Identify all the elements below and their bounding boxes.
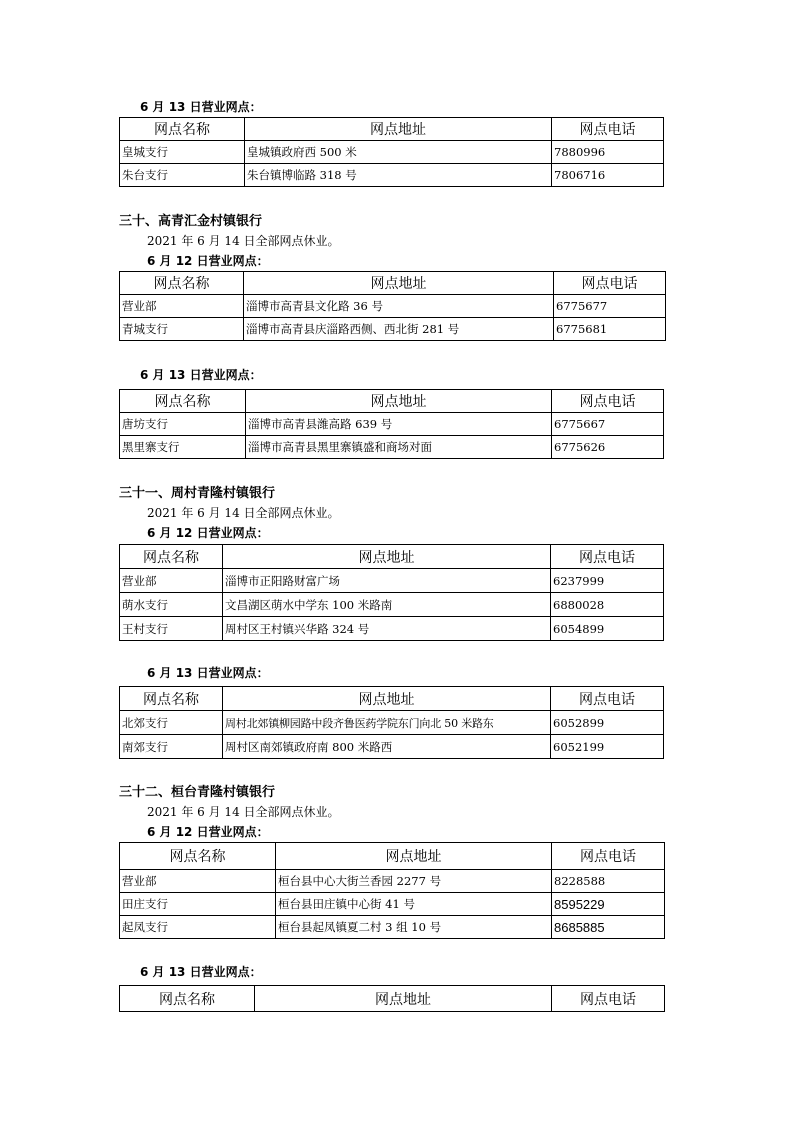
table-row: [120, 735, 664, 759]
header-address: 网点地址: [276, 843, 552, 870]
branch-phone: 6052199: [551, 735, 664, 759]
branch-name: 唐坊支行: [120, 413, 246, 436]
header-name: 网点名称: [120, 272, 244, 295]
header-name: 网点名称: [120, 986, 255, 1012]
branch-phone: 8228588: [552, 870, 665, 893]
branch-phone: 6775626: [552, 436, 664, 459]
header-name: 网点名称: [120, 545, 223, 569]
branch-name: 起凤支行: [120, 916, 276, 939]
header-name: 网点名称: [120, 687, 223, 711]
table-row: [120, 893, 665, 916]
section-title: 三十一、周村青隆村镇银行: [119, 486, 276, 501]
branch-address: 桓台县中心大街兰香园 2277 号: [276, 870, 552, 893]
branch-address: 淄博市高青县文化路 36 号: [244, 295, 554, 318]
branch-address: 文昌湖区萌水中学东 100 米路南: [223, 593, 551, 617]
header-address: 网点地址: [245, 118, 552, 141]
branch-table: [119, 842, 665, 939]
branch-name: 营业部: [120, 870, 276, 893]
branch-phone: 8595229: [552, 893, 665, 916]
header-address: 网点地址: [255, 986, 552, 1012]
branch-phone: 6775667: [552, 413, 664, 436]
branch-phone: 6880028: [551, 593, 664, 617]
branch-table: [119, 985, 665, 1012]
table-row: [120, 318, 666, 341]
table-row: [120, 436, 664, 459]
branch-phone: 7806716: [552, 164, 664, 187]
header-address: 网点地址: [246, 390, 552, 413]
branch-name: 黑里寨支行: [120, 436, 246, 459]
branch-phone: 6054899: [551, 617, 664, 641]
day-label: 6 月 12 日营业网点：: [147, 526, 269, 540]
branch-name: 朱台支行: [120, 164, 245, 187]
table-row: [120, 711, 664, 735]
branch-table: [119, 544, 664, 641]
closure-notice: 2021 年 6 月 14 日全部网点休业。: [147, 234, 340, 248]
header-name: 网点名称: [120, 843, 276, 870]
table-row: [120, 593, 664, 617]
branch-address: 周村区南郊镇政府南 800 米路西: [223, 735, 551, 759]
branch-phone: 7880996: [552, 141, 664, 164]
header-name: 网点名称: [120, 118, 245, 141]
branch-address: 周村北郊镇柳园路中段齐鲁医药学院东门向北 50 米路东: [223, 711, 551, 735]
header-address: 网点地址: [223, 687, 551, 711]
closure-notice: 2021 年 6 月 14 日全部网点休业。: [147, 506, 340, 520]
day-label: 6 月 13 日营业网点：: [147, 666, 269, 680]
branch-table: [119, 686, 664, 759]
branch-name: 王村支行: [120, 617, 223, 641]
header-address: 网点地址: [223, 545, 551, 569]
branch-name: 南郊支行: [120, 735, 223, 759]
branch-table: [119, 271, 666, 341]
branch-phone: 6775677: [554, 295, 666, 318]
section-title: 三十二、桓台青隆村镇银行: [119, 785, 276, 800]
header-phone: 网点电话: [552, 986, 665, 1012]
branch-address: 皇城镇政府西 500 米: [245, 141, 552, 164]
branch-name: 萌水支行: [120, 593, 223, 617]
branch-phone: 6052899: [551, 711, 664, 735]
branch-table: [119, 389, 664, 459]
header-phone: 网点电话: [554, 272, 666, 295]
header-phone: 网点电话: [552, 390, 664, 413]
branch-address: 淄博市高青县潍高路 639 号: [246, 413, 552, 436]
day-label: 6 月 13 日营业网点：: [140, 368, 262, 382]
header-phone: 网点电话: [551, 687, 664, 711]
header-address: 网点地址: [244, 272, 554, 295]
day-label: 6 月 13 日营业网点：: [140, 100, 262, 114]
header-phone: 网点电话: [552, 118, 664, 141]
table-row: [120, 164, 664, 187]
table-row: [120, 916, 665, 939]
header-phone: 网点电话: [551, 545, 664, 569]
header-phone: 网点电话: [552, 843, 665, 870]
day-label: 6 月 12 日营业网点：: [147, 254, 269, 268]
branch-name: 青城支行: [120, 318, 244, 341]
branch-phone: 6237999: [551, 569, 664, 593]
table-row: [120, 870, 665, 893]
table-row: [120, 141, 664, 164]
branch-address: 淄博市高青县庆淄路西侧、西北街 281 号: [244, 318, 554, 341]
branch-table: [119, 117, 664, 187]
section-title: 三十、高青汇金村镇银行: [119, 214, 263, 229]
branch-name: 皇城支行: [120, 141, 245, 164]
header-name: 网点名称: [120, 390, 246, 413]
branch-address: 桓台县田庄镇中心街 41 号: [276, 893, 552, 916]
branch-name: 田庄支行: [120, 893, 276, 916]
branch-address: 周村区王村镇兴华路 324 号: [223, 617, 551, 641]
branch-name: 营业部: [120, 569, 223, 593]
branch-address: 淄博市正阳路财富广场: [223, 569, 551, 593]
table-row: [120, 413, 664, 436]
table-row: [120, 295, 666, 318]
day-label: 6 月 13 日营业网点：: [140, 965, 262, 979]
branch-name: 营业部: [120, 295, 244, 318]
branch-address: 淄博市高青县黑里寨镇盛和商场对面: [246, 436, 552, 459]
branch-phone: 6775681: [554, 318, 666, 341]
branch-address: 桓台县起凤镇夏二村 3 组 10 号: [276, 916, 552, 939]
branch-name: 北郊支行: [120, 711, 223, 735]
day-label: 6 月 12 日营业网点：: [147, 825, 269, 839]
branch-address: 朱台镇博临路 318 号: [245, 164, 552, 187]
table-row: [120, 617, 664, 641]
closure-notice: 2021 年 6 月 14 日全部网点休业。: [147, 805, 340, 819]
table-row: [120, 569, 664, 593]
branch-phone: 8685885: [552, 916, 665, 939]
